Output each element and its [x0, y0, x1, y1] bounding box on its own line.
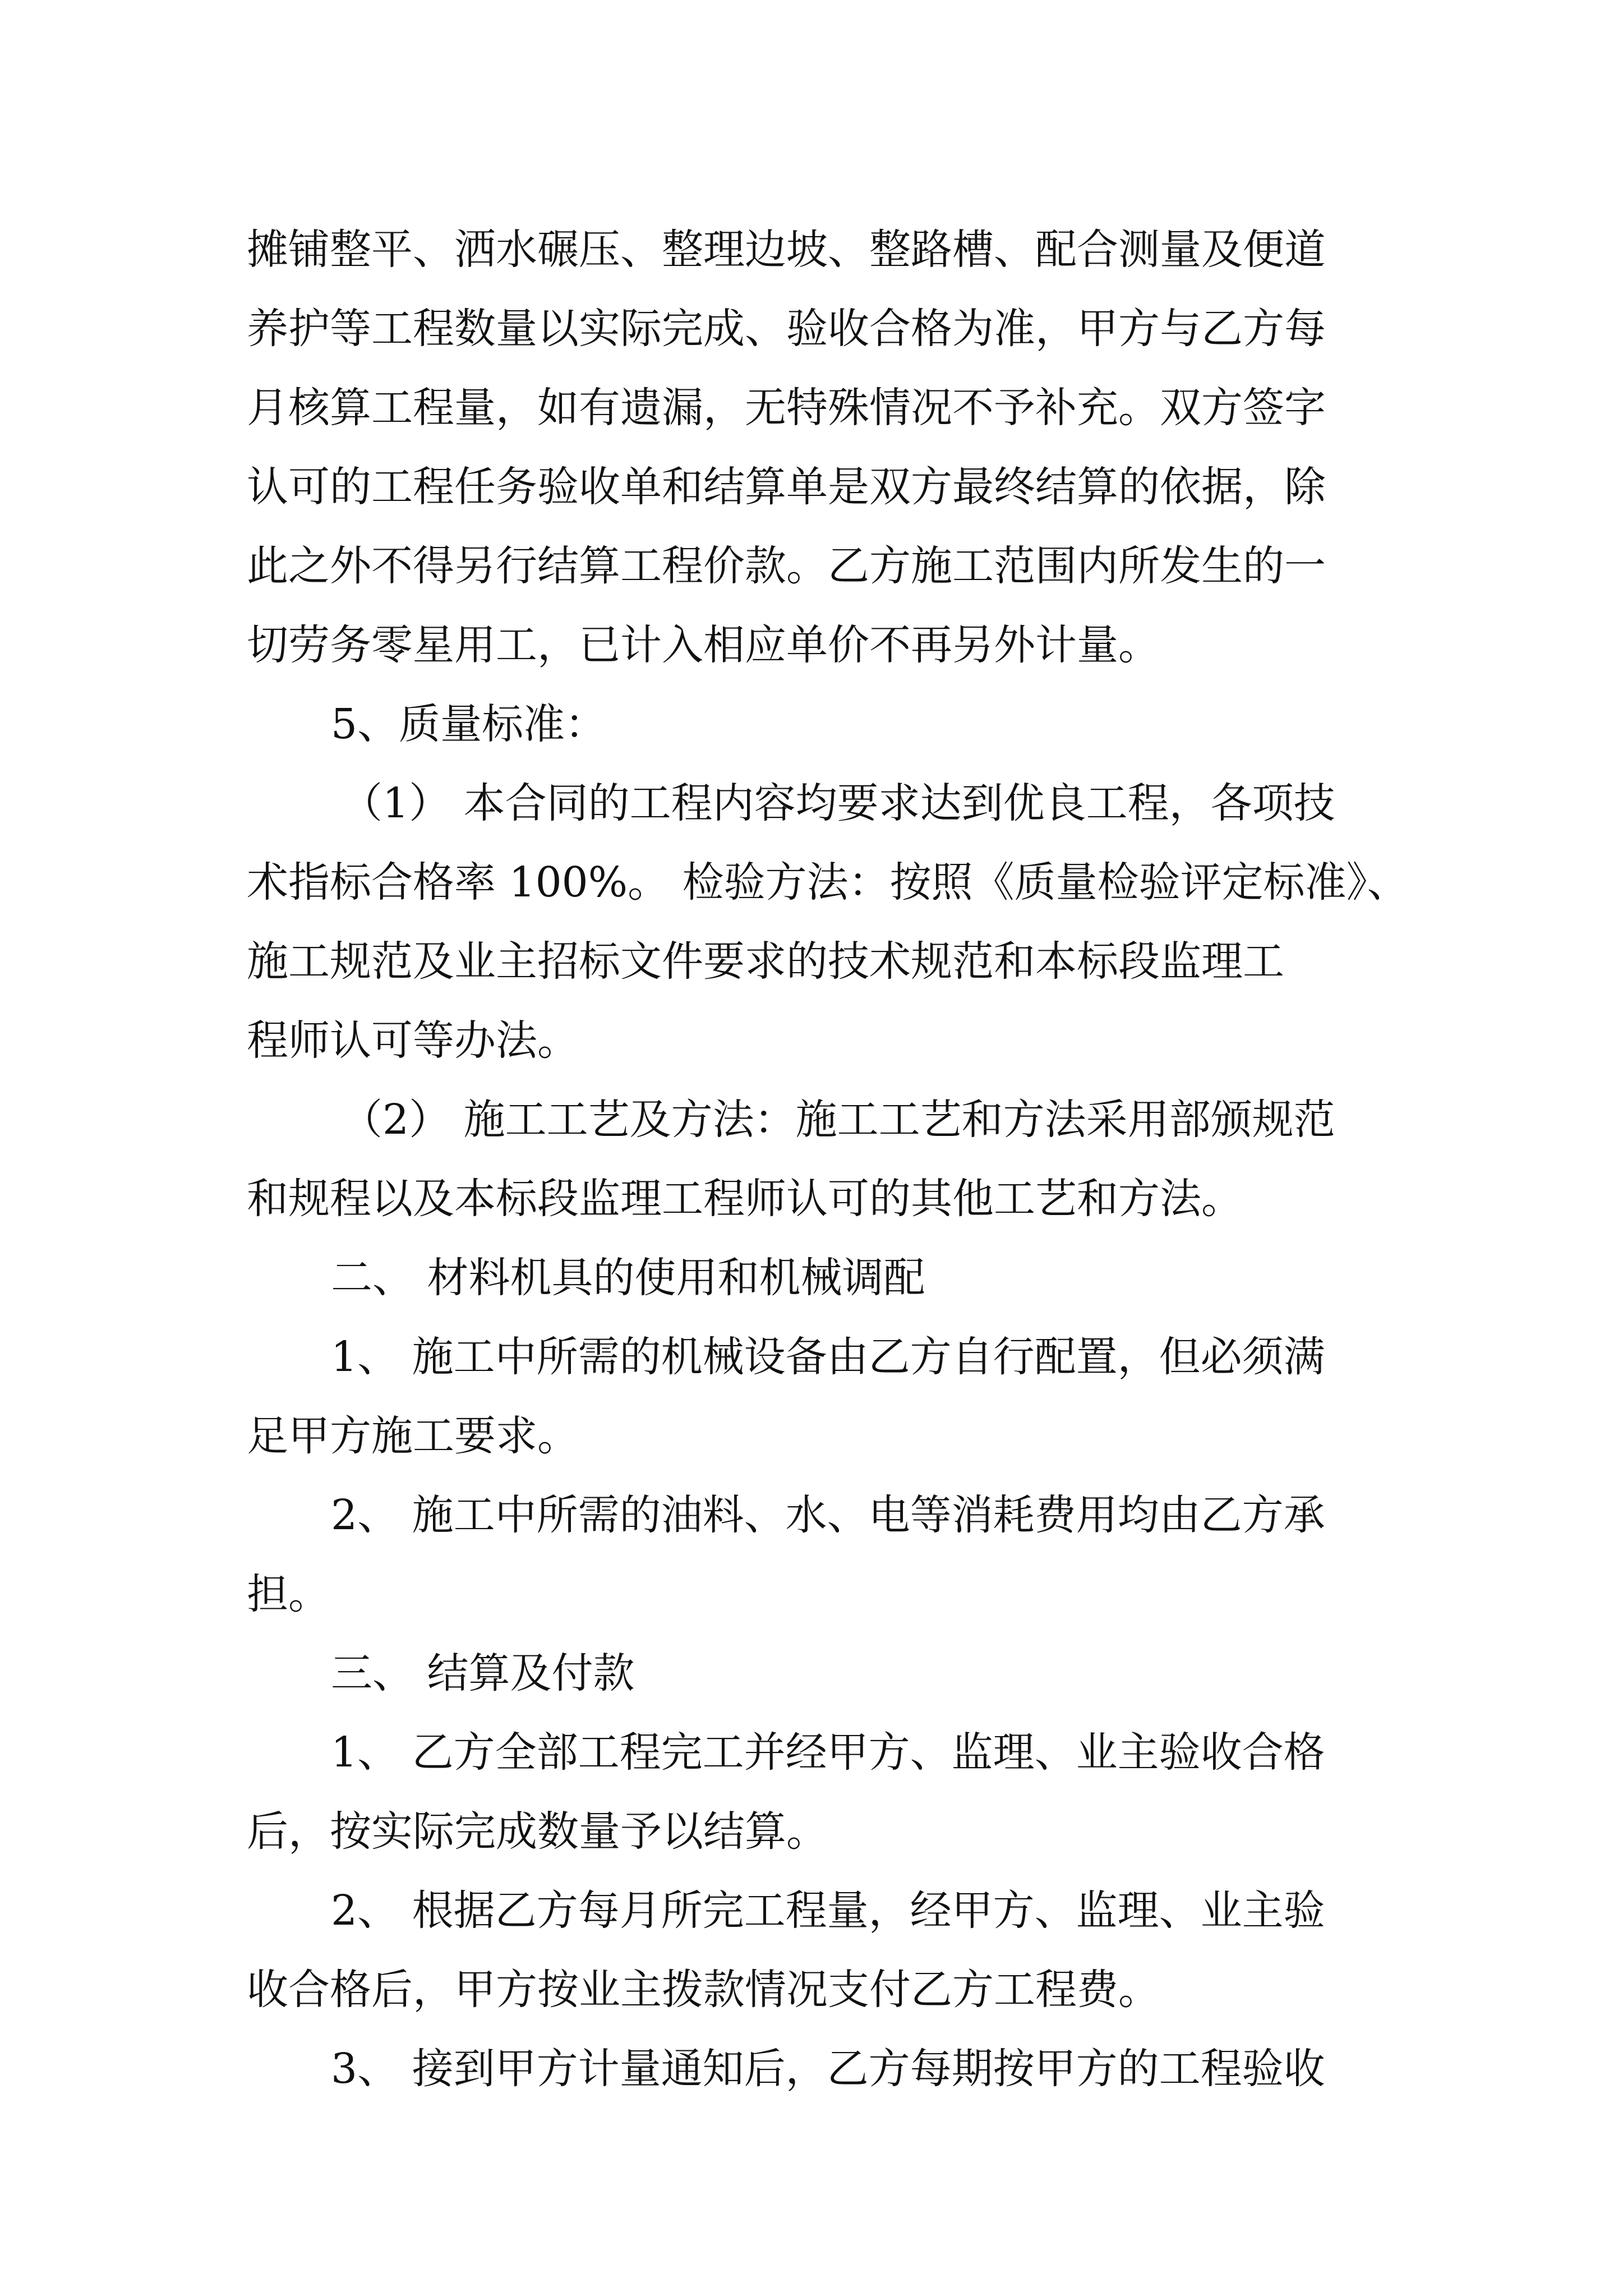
text-line: 和规程以及本标段监理工程师认可的其他工艺和方法。	[247, 1175, 1243, 1223]
text-line: 摊铺整平、洒水碾压、整理边坡、整路槽、配合测量及便道	[247, 226, 1326, 274]
text-line: 术指标合格率 100%。 检验方法：按照《质量检验评定标准》、	[247, 858, 1409, 907]
text-line: 养护等工程数量以实际完成、验收合格为准，甲方与乙方每	[247, 305, 1326, 353]
text-line: 后，按实际完成数量予以结算。	[247, 1807, 828, 1856]
text-line: （1） 本合同的工程内容均要求达到优良工程，各项技	[341, 779, 1335, 827]
text-line: 收合格后，甲方按业主拨款情况支付乙方工程费。	[247, 1966, 1160, 2014]
text-line: 认可的工程任务验收单和结算单是双方最终结算的依据，除	[247, 463, 1326, 511]
text-line: 2、 施工中所需的油料、水、电等消耗费用均由乙方承	[331, 1491, 1325, 1539]
section-heading: 二、 材料机具的使用和机械调配	[331, 1254, 925, 1302]
text-line: 程师认可等办法。	[247, 1016, 579, 1065]
text-line: （2） 施工工艺及方法：施工工艺和方法采用部颁规范	[341, 1096, 1335, 1144]
text-line: 1、 乙方全部工程完工并经甲方、监理、业主验收合格	[331, 1728, 1325, 1777]
section-heading: 三、 结算及付款	[331, 1649, 635, 1697]
text-line: 1、 施工中所需的机械设备由乙方自行配置，但必须满	[331, 1333, 1325, 1381]
text-line: 3、 接到甲方计量通知后，乙方每期按甲方的工程验收	[331, 2045, 1325, 2093]
text-line: 月核算工程量，如有遗漏，无特殊情况不予补充。双方签字	[247, 384, 1326, 432]
text-line: 担。	[247, 1570, 330, 1618]
document-body	[247, 210, 1447, 2109]
text-line: 施工规范及业主招标文件要求的技术规范和本标段监理工	[247, 937, 1284, 986]
text-line: 切劳务零星用工，已计入相应单价不再另外计量。	[247, 621, 1160, 669]
text-line: 足甲方施工要求。	[247, 1412, 579, 1460]
text-line: 2、 根据乙方每月所完工程量，经甲方、监理、业主验	[331, 1887, 1325, 1935]
text-line: 此之外不得另行结算工程价款。乙方施工范围内所发生的一	[247, 542, 1326, 590]
section-heading: 5、质量标准：	[331, 700, 607, 748]
